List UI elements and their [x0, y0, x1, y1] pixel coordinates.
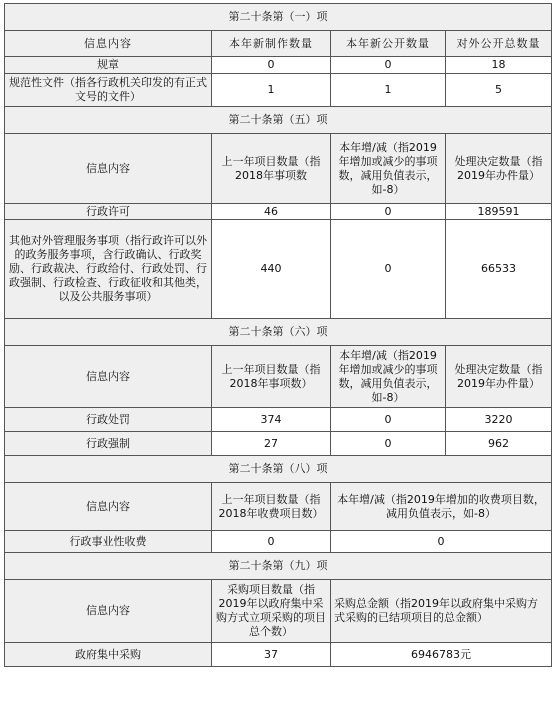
- section-title-row: [5, 4, 552, 31]
- row-value: 37: [212, 643, 331, 667]
- row-value: 66533: [446, 220, 552, 319]
- header-row: [5, 580, 552, 643]
- header-cell: 本年新公开数量: [331, 31, 446, 57]
- table-row: [5, 643, 552, 667]
- table-row: [5, 74, 552, 107]
- header-cell: 处理决定数量（指2019年办件量）: [446, 346, 552, 408]
- row-label: 政府集中采购: [5, 643, 212, 667]
- section-title: 第二十条第（九）项: [5, 553, 552, 580]
- header-cell: 采购总金额（指2019年以政府集中采购方式采购的已结项项目的总金额）: [331, 580, 552, 643]
- section-title-row: [5, 107, 552, 134]
- header-row: [5, 31, 552, 57]
- row-label: 行政事业性收费: [5, 531, 212, 553]
- header-cell: 信息内容: [5, 31, 212, 57]
- section-title: 第二十条第（一）项: [5, 4, 552, 31]
- row-value: 0: [331, 432, 446, 456]
- table-row: [5, 408, 552, 432]
- row-label: 规章: [5, 57, 212, 74]
- header-cell: 上一年项目数量（指2018年收费项目数）: [212, 483, 331, 531]
- header-row: [5, 346, 552, 408]
- section-title: 第二十条第（六）项: [5, 319, 552, 346]
- row-value: 440: [212, 220, 331, 319]
- section-title-row: [5, 456, 552, 483]
- header-cell: 信息内容: [5, 346, 212, 408]
- row-value: 18: [446, 57, 552, 74]
- header-cell: 采购项目数量（指2019年以政府集中采购方式立项采购的项目总个数）: [212, 580, 331, 643]
- header-cell: 处理决定数量（指2019年办件量）: [446, 134, 552, 204]
- row-value: 0: [331, 204, 446, 220]
- row-value: 0: [212, 57, 331, 74]
- row-label: 其他对外管理服务事项（指行政许可以外的政务服务事项，含行政确认、行政奖励、行政裁决、行政给付、行政处罚、行政强制、行政检查、行政征收和其他类，以及公共服务事项）: [5, 220, 212, 319]
- row-value: 0: [331, 408, 446, 432]
- table-row: [5, 432, 552, 456]
- row-label: 规范性文件（指各行政机关印发的有正式文号的文件）: [5, 74, 212, 107]
- header-cell: 信息内容: [5, 483, 212, 531]
- header-row: [5, 134, 552, 204]
- row-value: 0: [212, 531, 331, 553]
- table-row: [5, 57, 552, 74]
- section-title-row: [5, 319, 552, 346]
- row-label: 行政强制: [5, 432, 212, 456]
- disclosure-table: [4, 3, 552, 667]
- table-row: [5, 220, 552, 319]
- header-cell: 本年增/减（指2019年增加或减少的事项数，减用负值表示，如-8）: [331, 134, 446, 204]
- header-cell: 本年新制作数量: [212, 31, 331, 57]
- row-value: 0: [331, 220, 446, 319]
- row-label: 行政处罚: [5, 408, 212, 432]
- table-row: [5, 204, 552, 220]
- header-cell: 信息内容: [5, 134, 212, 204]
- section-title: 第二十条第（八）项: [5, 456, 552, 483]
- row-value: 962: [446, 432, 552, 456]
- section-title-row: [5, 553, 552, 580]
- row-value: 1: [212, 74, 331, 107]
- header-cell: 上一年项目数量（指2018年事项数）: [212, 346, 331, 408]
- header-cell: 对外公开总数量: [446, 31, 552, 57]
- row-value: 27: [212, 432, 331, 456]
- row-value: 374: [212, 408, 331, 432]
- header-cell: 本年增/减（指2019年增加的收费项目数，减用负值表示，如-8）: [331, 483, 552, 531]
- row-value: 5: [446, 74, 552, 107]
- header-row: [5, 483, 552, 531]
- header-cell: 本年增/减（指2019年增加或减少的事项数，减用负值表示，如-8）: [331, 346, 446, 408]
- header-cell: 信息内容: [5, 580, 212, 643]
- row-value: 189591: [446, 204, 552, 220]
- row-value: 0: [331, 531, 552, 553]
- table-row: [5, 531, 552, 553]
- row-value: 3220: [446, 408, 552, 432]
- row-label: 行政许可: [5, 204, 212, 220]
- row-value: 0: [331, 57, 446, 74]
- row-value: 1: [331, 74, 446, 107]
- header-cell: 上一年项目数量（指2018年事项数: [212, 134, 331, 204]
- row-value: 6946783元: [331, 643, 552, 667]
- row-value: 46: [212, 204, 331, 220]
- section-title: 第二十条第（五）项: [5, 107, 552, 134]
